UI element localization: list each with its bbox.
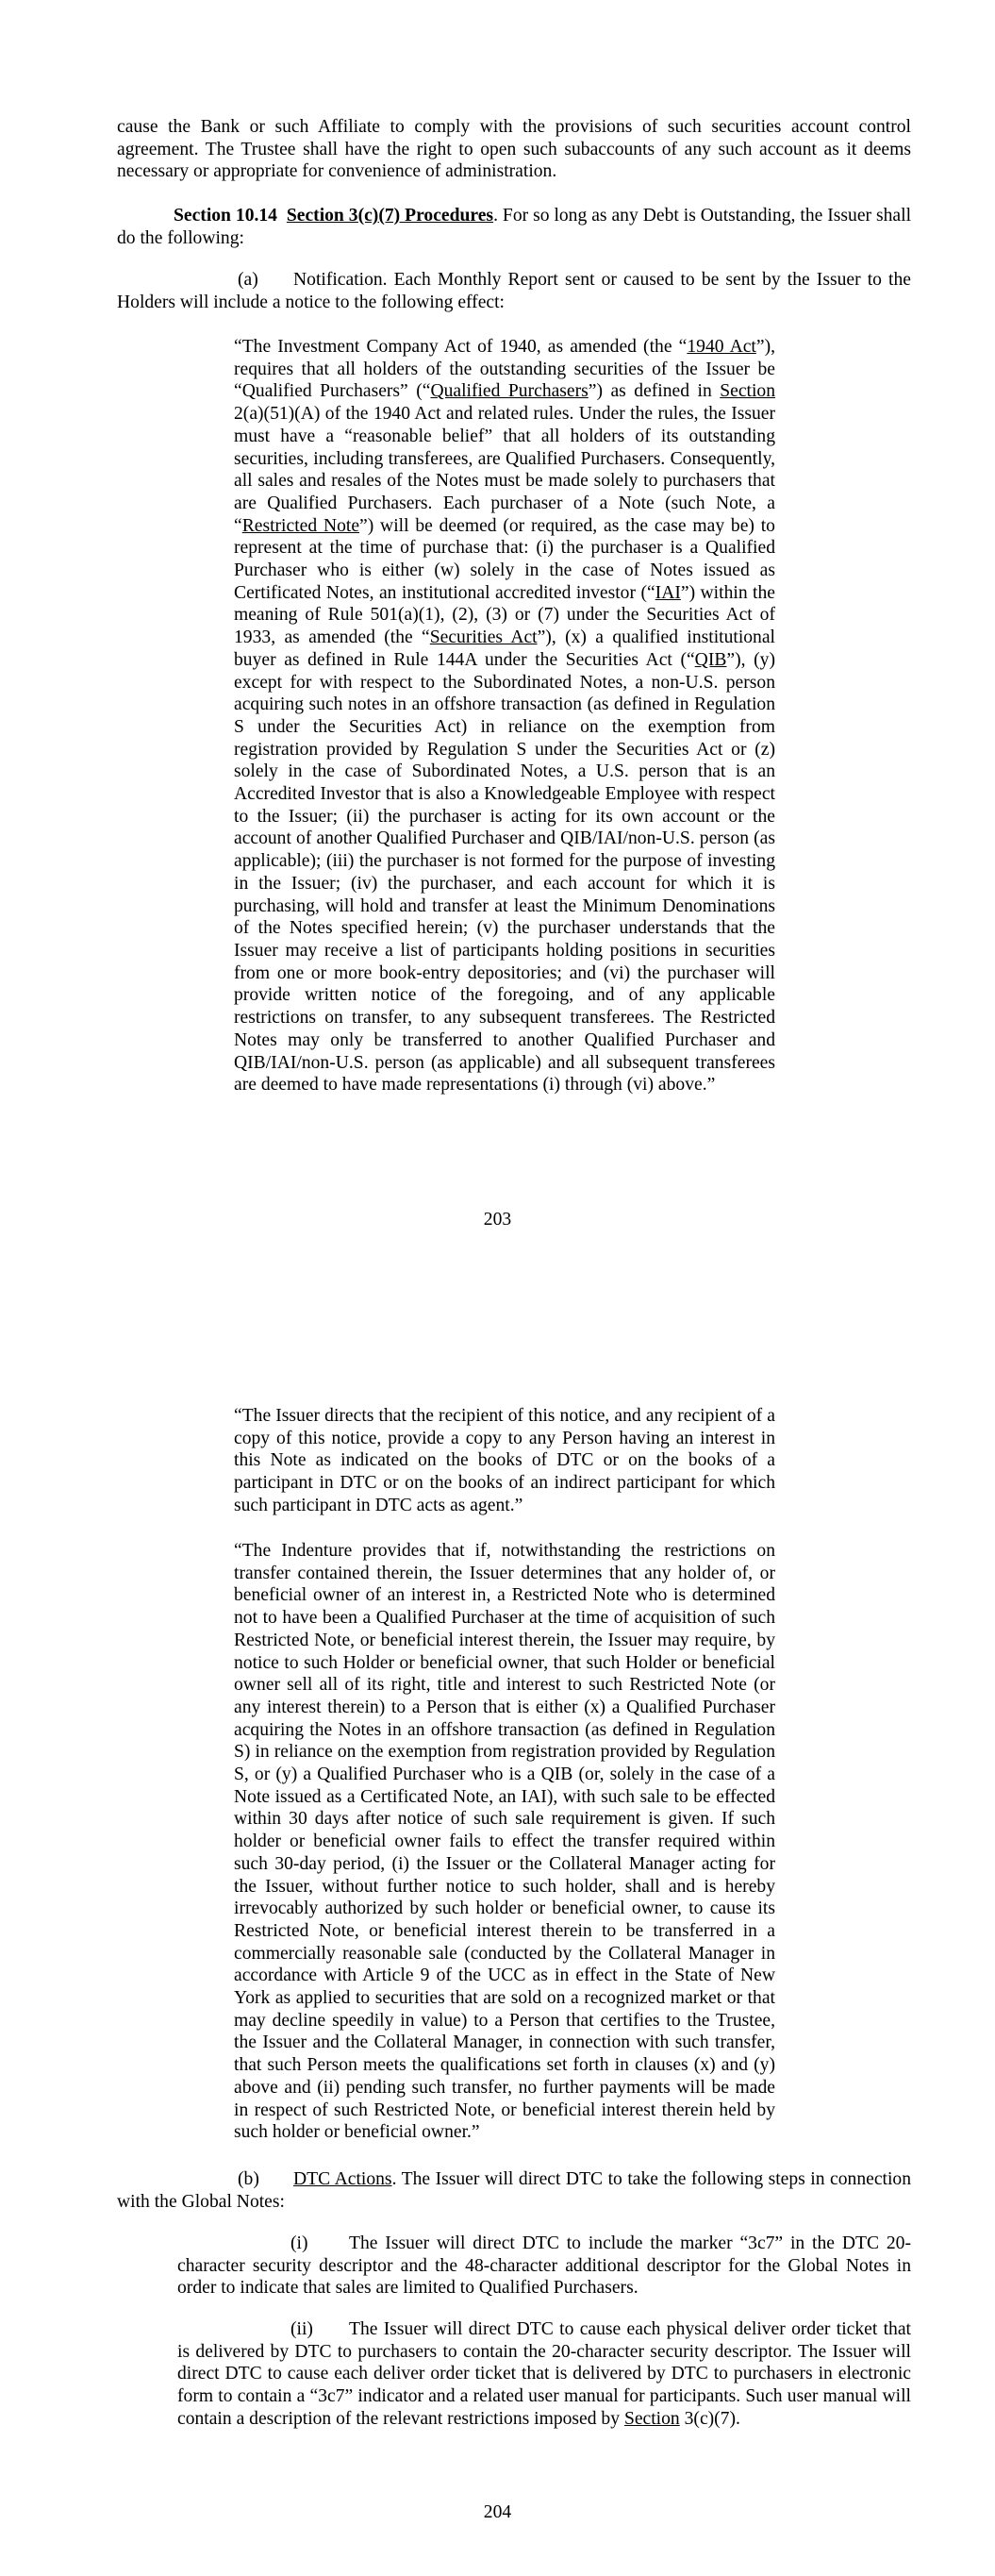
page-number-203: 203 — [483, 1210, 512, 1229]
notice-quote-2: “The Issuer directs that the recipient of this notice, and any recipient of a copy of this notice, provide a copy to any Person having an interest in this Note as indicated on the books of DTC or on the books of a participant in DTC or on the books of an indirect participant for which such participant in DTC acts as agent.” — [234, 1406, 775, 1515]
section-number: Section 10.14 — [174, 206, 277, 226]
item-ii-paragraph: (ii) The Issuer will direct DTC to cause each physical deliver order ticket that is delivered by DTC to purchasers to contain the 20-character security descriptor. The Issuer will direct DTC to cause each deliver order ticket that is delivered by DTC to purchasers in electronic form to contain a “3c7” indicator and a related user manual for participants. Such user manual will contain a description of the relevant restrictions imposed by Section 3(c)(7). — [177, 2319, 911, 2429]
page-number-204: 204 — [483, 2502, 512, 2522]
subsection-b-heading: DTC Actions — [293, 2169, 392, 2189]
subsection-a-label: (a) — [238, 270, 258, 290]
section-title: Section 3(c)(7) Procedures — [286, 206, 494, 226]
item-ii-label: (ii) — [290, 2319, 313, 2339]
term-qualified-purchasers: Qualified Purchasers — [430, 381, 589, 402]
subsection-a-paragraph: (a) Notification. Each Monthly Report sent or caused to be sent by the Issuer to the Holders will include a notice to the following effect: — [117, 270, 911, 312]
notice-quote-1: “The Investment Company Act of 1940, as amended (the “1940 Act”), requires that all holders of the outstanding securities of the Issuer be “Qualified Purchasers” (“Qualified Purchasers”) as defined in Section 2(a)(51)(A) of the 1940 Act and related rules. Under the rules, the Issuer must have a “reasonable belief” that all holders of its outstanding securities, including transferees, are Qualified Purchasers. Consequently, all sales and resales of the Notes must be made solely to purchasers that are Qualified Purchasers. Each purchaser of a Note (such Note, a “Restricted Note”) will be deemed (or required, as the case may be) to represent at the time of purchase that: (i) the purchaser is a Qualified Purchaser who is either (w) solely in the case of Notes issued as Certificated Notes, an institutional accredited investor (“IAI”) within the meaning of Rule 501(a)(1), (2), (3) or (7) under the Securities Act of 1933, as amended (the “Securities Act”), (x) a qualified institutional buyer as defined in Rule 144A under the Securities Act (“QIB”), (y) except for with respect to the Subordinated Notes, a non-U.S. person acquiring such notes in an offshore transaction (as defined in Regulation S under the Securities Act) in reliance on the exemption from registration provided by Regulation S under the Securities Act or (z) solely in the case of Subordinated Notes, a U.S. person that is an Accredited Investor that is also a Knowledgeable Employee with respect to the Issuer; (ii) the purchaser is acting for its own account or the account of another Qualified Purchaser and QIB/IAI/non-U.S. person (as applicable); (iii) the purchaser is not formed for the purpose of investing in the Issuer; (iv) the purchaser, and each account for which it is purchasing, will hold and transfer at least the Minimum Denominations of the Notes specified herein; (v) the purchaser understands that the Issuer may receive a list of participants holding positions in securities from one or more book-entry depositories; and (vi) the purchaser will provide written notice of the foregoing, and of any applicable restrictions on transfer, to any subsequent transferees. The Restricted Notes may only be transferred to another Qualified Purchaser and QIB/IAI/non-U.S. person (as applicable) and all subsequent transferees are deemed to have made representations (i) through (vi) above.” — [234, 337, 775, 1096]
term-securities-act: Securities Act — [429, 627, 538, 648]
continuation-paragraph: cause the Bank or such Affiliate to comply with the provisions of such securities account control agreement. The Trustee shall have the right to open such subaccounts of any such account as it deems necessary or appropriate for convenience of administration. — [117, 117, 911, 182]
item-i-paragraph: (i) The Issuer will direct DTC to include the marker “3c7” in the DTC 20-character security descriptor and the 48-character additional descriptor for the Global Notes in order to indicate that sales are limited to Qualified Purchasers. — [177, 2233, 911, 2299]
term-section-3c7: Section — [623, 2408, 680, 2429]
term-iai: IAI — [655, 582, 681, 603]
term-section: Section — [720, 381, 775, 402]
term-restricted-note: Restricted Note — [241, 515, 360, 536]
section-10-14-paragraph: Section 10.14 Section 3(c)(7) Procedures. For so long as any Debt is Outstanding, the Issuer shall do the following: — [117, 206, 912, 248]
subsection-b-paragraph: (b) DTC Actions. The Issuer will direct DTC to take the following steps in connection with the Global Notes: — [117, 2169, 911, 2212]
subsection-b-label: (b) — [238, 2169, 259, 2189]
term-1940-act: 1940 Act — [687, 337, 756, 357]
notice-quote-3: “The Indenture provides that if, notwithstanding the restrictions on transfer contained therein, the Issuer determines that any holder of, or beneficial owner of an interest in, a Restricted Note who is determined not to have been a Qualified Purchaser at the time of acquisition of such Restricted Note, or beneficial interest therein, the Issuer may require, by notice to such Holder or beneficial owner, that such Holder or beneficial owner sell all of its right, title and interest to such Restricted Note (or any interest therein) to a Person that is either (x) a Qualified Purchaser acquiring the Notes in an offshore transaction (as defined in Regulation S) in reliance on the exemption from registration provided by Regulation S, or (y) a Qualified Purchaser who is a QIB (or, solely in the case of a Note issued as a Certificated Note, an IAI), with such sale to be effected within 30 days after notice of such sale requirement is given. If such holder or beneficial owner fails to effect the transfer required within such 30-day period, (i) the Issuer or the Collateral Manager acting for the Issuer, without further notice to such holder, shall and is hereby irrevocably authorized by such holder or beneficial owner, to cause its Restricted Note, or beneficial interest therein to be transferred in a commercially reasonable sale (conducted by the Collateral Manager in accordance with Article 9 of the UCC as in effect in the State of New York as applied to securities that are sold on a recognized market or that may decline speedily in value) to a Person that certifies to the Trustee, the Issuer and the Collateral Manager, in connection with such transfer, that such Person meets the qualifications set forth in clauses (x) and (y) above and (ii) pending such transfer, no further payments will be made in respect of such Restricted Note, or beneficial interest therein held by such holder or beneficial owner.” — [234, 1541, 775, 2143]
item-i-label: (i) — [290, 2233, 308, 2253]
term-qib: QIB — [694, 649, 727, 670]
